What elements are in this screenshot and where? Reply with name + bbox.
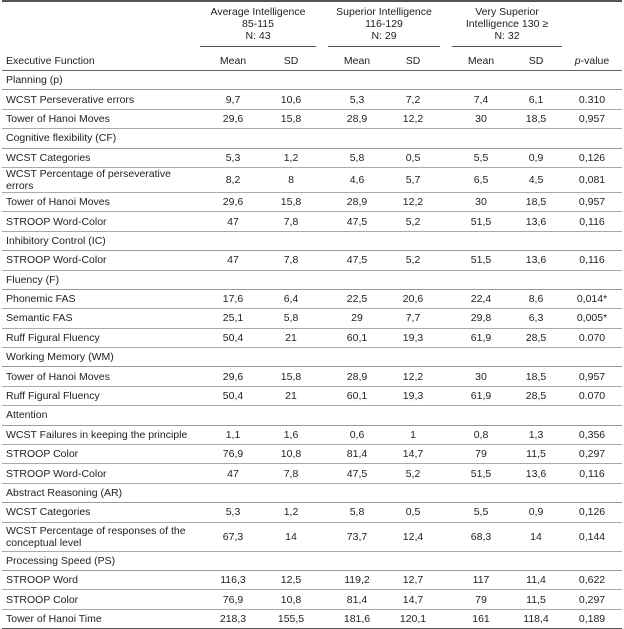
sd-very-superior: 14	[510, 522, 562, 551]
sd-average: 7,8	[266, 464, 316, 483]
spacer-cell	[440, 109, 452, 128]
group-superior: Superior Intelligence 116-129 N: 29	[328, 1, 440, 47]
spacer-cell	[440, 522, 452, 551]
sd-average: 7,8	[266, 212, 316, 231]
section-header-row	[2, 231, 622, 250]
section-header-row	[2, 71, 622, 90]
mean-superior: 4,6	[328, 167, 386, 192]
measure-name: Phonemic FAS	[2, 289, 200, 308]
spacer-cell	[316, 425, 328, 444]
measure-name: WCST Percentage of perseverative errors	[2, 167, 200, 192]
sd-very-superior: 4,5	[510, 167, 562, 192]
p-value-header: p-value	[562, 47, 622, 71]
mean-superior: 28,9	[328, 367, 386, 386]
sd-superior: 0,5	[386, 148, 440, 167]
sd-very-superior: 118,4	[510, 609, 562, 628]
sd-superior: 120,1	[386, 609, 440, 628]
measure-name: WCST Percentage of responses of the conceptual level	[2, 522, 200, 551]
section-title: Cognitive flexibility (CF)	[2, 129, 622, 148]
executive-function-header: Executive Function	[2, 47, 200, 71]
sd-superior: 14,7	[386, 590, 440, 609]
spacer-cell	[440, 251, 452, 270]
mean-very-superior: 79	[452, 590, 510, 609]
table-row	[2, 464, 622, 483]
spacer-cell	[440, 609, 452, 628]
table-row	[2, 445, 622, 464]
mean-superior: 119,2	[328, 570, 386, 589]
mean-very-superior: 30	[452, 367, 510, 386]
sd-very-superior: 13,6	[510, 212, 562, 231]
mean-average: 9,7	[200, 90, 266, 109]
sd-average: 14	[266, 522, 316, 551]
p-value: 0,116	[562, 251, 622, 270]
mean-very-superior: 5,5	[452, 148, 510, 167]
sd-superior: 7,2	[386, 90, 440, 109]
mean-superior: 5,8	[328, 148, 386, 167]
spacer-cell	[440, 212, 452, 231]
mean-very-superior: 0,8	[452, 425, 510, 444]
spacer-cell	[440, 425, 452, 444]
column-header-row	[2, 47, 622, 71]
sd-header: SD	[386, 47, 440, 71]
sd-header: SD	[510, 47, 562, 71]
measure-name: WCST Categories	[2, 503, 200, 522]
sd-very-superior: 18,5	[510, 109, 562, 128]
sd-superior: 12,4	[386, 522, 440, 551]
mean-superior: 47,5	[328, 212, 386, 231]
spacer-cell	[316, 445, 328, 464]
measure-name: STROOP Word-Color	[2, 212, 200, 231]
executive-function-table	[2, 0, 622, 629]
spacer-cell	[316, 309, 328, 328]
sd-very-superior: 11,5	[510, 445, 562, 464]
mean-average: 29,6	[200, 192, 266, 211]
sd-superior: 12,7	[386, 570, 440, 589]
sd-very-superior: 11,4	[510, 570, 562, 589]
sd-header: SD	[266, 47, 316, 71]
table-row	[2, 328, 622, 347]
sd-superior: 5,7	[386, 167, 440, 192]
spacer-cell	[316, 464, 328, 483]
mean-average: 8,2	[200, 167, 266, 192]
mean-superior: 81,4	[328, 445, 386, 464]
mean-superior: 60,1	[328, 328, 386, 347]
p-value: 0,957	[562, 192, 622, 211]
sd-superior: 14,7	[386, 445, 440, 464]
spacer-cell	[316, 192, 328, 211]
mean-very-superior: 161	[452, 609, 510, 628]
table-row	[2, 167, 622, 192]
sd-very-superior: 13,6	[510, 464, 562, 483]
section-header-row	[2, 551, 622, 570]
section-title: Fluency (F)	[2, 270, 622, 289]
spacer-cell	[316, 289, 328, 308]
mean-very-superior: 7,4	[452, 90, 510, 109]
sd-very-superior: 18,5	[510, 192, 562, 211]
sd-superior: 5,2	[386, 212, 440, 231]
sd-very-superior: 0,9	[510, 503, 562, 522]
spacer-cell	[316, 167, 328, 192]
spacer-cell	[440, 192, 452, 211]
sd-average: 15,8	[266, 367, 316, 386]
p-value: 0.310	[562, 90, 622, 109]
table-row	[2, 503, 622, 522]
spacer-cell	[316, 367, 328, 386]
sd-very-superior: 11,5	[510, 590, 562, 609]
mean-superior: 47,5	[328, 464, 386, 483]
spacer-cell	[440, 386, 452, 405]
sd-average: 155,5	[266, 609, 316, 628]
spacer-cell	[316, 212, 328, 231]
group-header-row	[2, 1, 622, 47]
section-title: Abstract Reasoning (AR)	[2, 483, 622, 502]
table-row	[2, 367, 622, 386]
mean-average: 76,9	[200, 590, 266, 609]
measure-name: STROOP Word	[2, 570, 200, 589]
spacer-cell	[440, 167, 452, 192]
table-row	[2, 251, 622, 270]
sd-average: 7,8	[266, 251, 316, 270]
measure-name: Ruff Figural Fluency	[2, 386, 200, 405]
mean-header: Mean	[328, 47, 386, 71]
measure-name: STROOP Color	[2, 590, 200, 609]
spacer-cell	[316, 590, 328, 609]
mean-average: 29,6	[200, 109, 266, 128]
sd-average: 10,8	[266, 445, 316, 464]
spacer-cell	[440, 503, 452, 522]
mean-average: 47	[200, 251, 266, 270]
spacer-cell	[440, 590, 452, 609]
sd-superior: 5,2	[386, 251, 440, 270]
section-title: Processing Speed (PS)	[2, 551, 622, 570]
mean-very-superior: 6,5	[452, 167, 510, 192]
p-value: 0,189	[562, 609, 622, 628]
mean-superior: 73,7	[328, 522, 386, 551]
table-row	[2, 109, 622, 128]
sd-superior: 12,2	[386, 109, 440, 128]
mean-average: 218,3	[200, 609, 266, 628]
sd-very-superior: 28,5	[510, 328, 562, 347]
sd-very-superior: 1,3	[510, 425, 562, 444]
measure-name: Tower of Hanoi Moves	[2, 109, 200, 128]
sd-average: 1,2	[266, 503, 316, 522]
spacer-cell	[440, 148, 452, 167]
sd-average: 21	[266, 328, 316, 347]
sd-very-superior: 28,5	[510, 386, 562, 405]
section-title: Attention	[2, 406, 622, 425]
table-row	[2, 289, 622, 308]
sd-average: 10,8	[266, 590, 316, 609]
section-header-row	[2, 348, 622, 367]
spacer-cell	[316, 570, 328, 589]
section-header-row	[2, 483, 622, 502]
section-title: Working Memory (WM)	[2, 348, 622, 367]
sd-very-superior: 0,9	[510, 148, 562, 167]
measure-name: Tower of Hanoi Moves	[2, 192, 200, 211]
section-header-row	[2, 129, 622, 148]
mean-very-superior: 117	[452, 570, 510, 589]
measure-name: Tower of Hanoi Moves	[2, 367, 200, 386]
mean-superior: 22,5	[328, 289, 386, 308]
mean-very-superior: 61,9	[452, 386, 510, 405]
mean-average: 5,3	[200, 503, 266, 522]
mean-superior: 60,1	[328, 386, 386, 405]
measure-name: Tower of Hanoi Time	[2, 609, 200, 628]
mean-average: 1,1	[200, 425, 266, 444]
table-body	[2, 71, 622, 629]
measure-name: STROOP Word-Color	[2, 464, 200, 483]
mean-average: 67,3	[200, 522, 266, 551]
spacer-cell	[440, 464, 452, 483]
sd-superior: 0,5	[386, 503, 440, 522]
mean-very-superior: 51,5	[452, 212, 510, 231]
mean-superior: 5,8	[328, 503, 386, 522]
p-value: 0,116	[562, 212, 622, 231]
sd-superior: 12,2	[386, 192, 440, 211]
mean-very-superior: 5,5	[452, 503, 510, 522]
mean-header: Mean	[452, 47, 510, 71]
spacer-cell	[316, 609, 328, 628]
mean-very-superior: 30	[452, 192, 510, 211]
mean-superior: 28,9	[328, 109, 386, 128]
sd-average: 15,8	[266, 109, 316, 128]
measure-name: Semantic FAS	[2, 309, 200, 328]
sd-very-superior: 13,6	[510, 251, 562, 270]
p-value: 0,957	[562, 109, 622, 128]
spacer-cell	[440, 328, 452, 347]
spacer-cell	[440, 367, 452, 386]
spacer-cell	[316, 522, 328, 551]
mean-very-superior: 68,3	[452, 522, 510, 551]
mean-very-superior: 29,8	[452, 309, 510, 328]
mean-very-superior: 51,5	[452, 251, 510, 270]
mean-very-superior: 51,5	[452, 464, 510, 483]
mean-average: 116,3	[200, 570, 266, 589]
measure-name: WCST Categories	[2, 148, 200, 167]
p-value: 0,126	[562, 503, 622, 522]
p-value: 0,126	[562, 148, 622, 167]
spacer-cell	[316, 148, 328, 167]
sd-average: 12,5	[266, 570, 316, 589]
sd-average: 1,2	[266, 148, 316, 167]
table-row	[2, 609, 622, 628]
p-value: 0,957	[562, 367, 622, 386]
table-row	[2, 90, 622, 109]
p-value: 0,144	[562, 522, 622, 551]
mean-header: Mean	[200, 47, 266, 71]
section-header-row	[2, 270, 622, 289]
section-header-row	[2, 406, 622, 425]
mean-superior: 28,9	[328, 192, 386, 211]
mean-very-superior: 30	[452, 109, 510, 128]
spacer-cell	[316, 109, 328, 128]
measure-name: WCST Failures in keeping the principle	[2, 425, 200, 444]
mean-average: 47	[200, 212, 266, 231]
mean-average: 17,6	[200, 289, 266, 308]
table-row	[2, 309, 622, 328]
sd-average: 1,6	[266, 425, 316, 444]
p-value: 0,081	[562, 167, 622, 192]
sd-very-superior: 6,3	[510, 309, 562, 328]
table-row	[2, 522, 622, 551]
table-row	[2, 570, 622, 589]
mean-superior: 5,3	[328, 90, 386, 109]
mean-average: 50,4	[200, 328, 266, 347]
section-title: Planning (p)	[2, 71, 622, 90]
sd-very-superior: 8,6	[510, 289, 562, 308]
sd-superior: 19,3	[386, 328, 440, 347]
p-value: 0,297	[562, 445, 622, 464]
p-value: 0,116	[562, 464, 622, 483]
measure-name: Ruff Figural Fluency	[2, 328, 200, 347]
p-value: 0.070	[562, 328, 622, 347]
table-row	[2, 192, 622, 211]
spacer-cell	[440, 445, 452, 464]
mean-average: 47	[200, 464, 266, 483]
spacer-cell	[316, 328, 328, 347]
p-value: 0,005*	[562, 309, 622, 328]
measure-name: WCST Perseverative errors	[2, 90, 200, 109]
measure-name: STROOP Word-Color	[2, 251, 200, 270]
mean-very-superior: 61,9	[452, 328, 510, 347]
group-average: Average Intelligence 85-115 N: 43	[200, 1, 316, 47]
spacer-cell	[316, 503, 328, 522]
p-value: 0.070	[562, 386, 622, 405]
sd-very-superior: 6,1	[510, 90, 562, 109]
spacer-cell	[316, 251, 328, 270]
sd-average: 8	[266, 167, 316, 192]
mean-superior: 29	[328, 309, 386, 328]
spacer-cell	[440, 570, 452, 589]
sd-average: 6,4	[266, 289, 316, 308]
group-very-superior: Very Superior Intelligence 130 ≥ N: 32	[452, 1, 562, 47]
sd-superior: 5,2	[386, 464, 440, 483]
mean-average: 25,1	[200, 309, 266, 328]
sd-superior: 12,2	[386, 367, 440, 386]
spacer-cell	[440, 90, 452, 109]
spacer-cell	[316, 386, 328, 405]
spacer-cell	[440, 309, 452, 328]
mean-average: 50,4	[200, 386, 266, 405]
p-value: 0,297	[562, 590, 622, 609]
p-value: 0,622	[562, 570, 622, 589]
p-value: 0,356	[562, 425, 622, 444]
mean-superior: 0,6	[328, 425, 386, 444]
table-row	[2, 425, 622, 444]
section-title: Inhibitory Control (IC)	[2, 231, 622, 250]
p-value: 0,014*	[562, 289, 622, 308]
sd-average: 15,8	[266, 192, 316, 211]
mean-very-superior: 79	[452, 445, 510, 464]
measure-name: STROOP Color	[2, 445, 200, 464]
sd-superior: 7,7	[386, 309, 440, 328]
sd-very-superior: 18,5	[510, 367, 562, 386]
sd-superior: 1	[386, 425, 440, 444]
mean-average: 29,6	[200, 367, 266, 386]
table-row	[2, 386, 622, 405]
mean-superior: 47,5	[328, 251, 386, 270]
mean-superior: 181,6	[328, 609, 386, 628]
mean-average: 76,9	[200, 445, 266, 464]
sd-superior: 19,3	[386, 386, 440, 405]
sd-average: 21	[266, 386, 316, 405]
spacer-cell	[316, 90, 328, 109]
mean-average: 5,3	[200, 148, 266, 167]
table-row	[2, 148, 622, 167]
sd-average: 5,8	[266, 309, 316, 328]
table-row	[2, 212, 622, 231]
sd-average: 10,6	[266, 90, 316, 109]
table-row	[2, 590, 622, 609]
mean-very-superior: 22,4	[452, 289, 510, 308]
sd-superior: 20,6	[386, 289, 440, 308]
spacer-cell	[440, 289, 452, 308]
mean-superior: 81,4	[328, 590, 386, 609]
